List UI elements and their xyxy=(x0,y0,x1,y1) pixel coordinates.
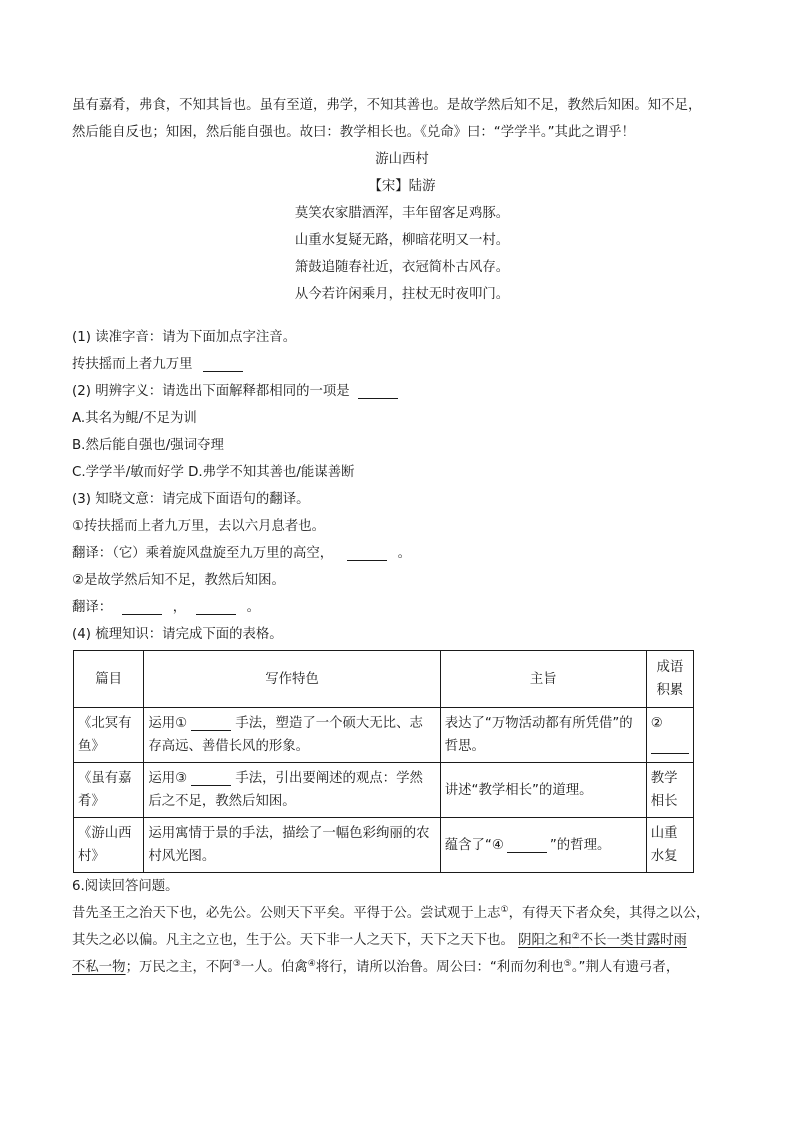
answer-blank[interactable] xyxy=(347,544,387,561)
translation-suffix: 。 xyxy=(397,546,412,561)
passage-line: 然后能自反也；知困，然后能自强也。故曰：教学相长也。《兑命》曰：“学学半。”其此之谓乎！ xyxy=(72,125,635,140)
cell-title: 《北冥有鱼》 xyxy=(74,708,144,763)
answer-blank[interactable] xyxy=(196,598,236,615)
translation-separator: ， xyxy=(172,600,187,615)
cell-text: ”的哲理。 xyxy=(549,837,611,853)
table-header-row xyxy=(74,651,694,708)
passage-line: 虽有嘉肴，弗食，不知其旨也。虽有至道，弗学，不知其善也。是故学然后知不足，教然后知困。知不足， xyxy=(72,98,702,113)
question-2-title: (2) 明辨字义：请选出下面解释都相同的一项是 xyxy=(72,384,350,399)
document-page xyxy=(72,92,732,981)
passage-text: 不长一类甘露时雨 xyxy=(579,933,687,948)
translation-prefix: 翻译：（它）乘着旋风盘旋至九万里的高空， xyxy=(72,546,334,561)
underlined-text: 不私一物 xyxy=(72,960,126,975)
passage-line xyxy=(72,927,732,954)
footnote-marker: ② xyxy=(571,932,580,942)
footnote-marker: ① xyxy=(500,905,509,915)
cell-idiom: 山重水复 xyxy=(646,818,693,873)
header-cell: 篇目 xyxy=(74,651,144,708)
question-4-title: (4) 梳理知识：请完成下面的表格。 xyxy=(72,627,283,642)
cell-idiom xyxy=(646,708,693,763)
cell-title: 《游山西村》 xyxy=(74,818,144,873)
poem-author: 【宋】陆游 xyxy=(368,179,436,194)
passage-text: ；万民之主，不阿 xyxy=(125,960,233,975)
translation-suffix: 。 xyxy=(246,600,261,615)
answer-blank[interactable] xyxy=(191,714,231,731)
passage-text: 其失之必以偏。凡主之立也，生于公。天下非一人之天下，天下之天下也。 xyxy=(72,933,514,948)
question-1-text: 抟扶摇而上者九万里 xyxy=(72,357,193,372)
cell-theme xyxy=(440,818,646,873)
poem-line: 从今若许闲乘月，拄杖无时夜叩门。 xyxy=(294,287,510,302)
cell-feature xyxy=(144,763,440,818)
answer-blank[interactable] xyxy=(122,598,162,615)
question-3-translation-1 xyxy=(72,540,732,567)
footnote-marker: ④ xyxy=(307,959,316,969)
question-1-title: (1) 读准字音：请为下面加点字注音。 xyxy=(72,330,297,345)
cell-theme: 表达了“万物活动都有所凭借”的哲思。 xyxy=(440,708,646,763)
cell-text: 运用① xyxy=(148,716,188,731)
passage-text: 将行，请所以治鲁。周公曰：“利而勿利也 xyxy=(315,960,564,975)
passage-text: 。”荆人有遗弓者， xyxy=(571,960,680,975)
header-cell: 写作特色 xyxy=(144,651,440,708)
table-row xyxy=(74,763,694,818)
cell-text: 运用③ xyxy=(148,771,188,786)
cell-text: ② xyxy=(650,716,663,731)
cell-idiom: 教学相长 xyxy=(646,763,693,818)
question-3-sentence-1: ①抟扶摇而上者九万里，去以六月息者也。 xyxy=(72,519,326,534)
passage-text: 昔先圣王之治天下也，必先公。公则天下平矣。平得于公。尝试观于上志 xyxy=(72,906,501,921)
spacer xyxy=(72,308,732,324)
answer-blank[interactable] xyxy=(203,355,243,372)
passage-text: 一人。伯禽 xyxy=(240,960,308,975)
cell-text: 手法，引出要阐述的观点：学然后之不足，教然后知困。 xyxy=(148,771,423,809)
answer-blank[interactable] xyxy=(651,737,689,754)
answer-blank[interactable] xyxy=(358,382,398,399)
header-cell: 主旨 xyxy=(440,651,646,708)
answer-blank[interactable] xyxy=(507,836,547,853)
cell-text: 手法，塑造了一个硕大无比、志存高远、善借长风的形象。 xyxy=(148,716,423,754)
passage-line xyxy=(72,900,732,927)
option-a: A.其名为鲲/不足为训 xyxy=(72,411,197,426)
passage-line xyxy=(72,954,732,981)
footnote-marker: ③ xyxy=(232,959,241,969)
question-3-title: (3) 知晓文意：请完成下面语句的翻译。 xyxy=(72,492,310,507)
header-cell: 成语积累 xyxy=(646,651,693,708)
question-2-line xyxy=(72,378,732,405)
cell-feature: 运用寓情于景的手法，描绘了一幅色彩绚丽的农村风光图。 xyxy=(144,818,440,873)
poem-line: 山重水复疑无路，柳暗花明又一村。 xyxy=(294,233,510,248)
option-b: B.然后能自强也/强词夺理 xyxy=(72,438,224,453)
translation-prefix: 翻译： xyxy=(72,600,113,615)
cell-text: 蕴含了“④ xyxy=(444,837,504,853)
passage-text: ，有得天下者众矣，其得之以公， xyxy=(508,906,710,921)
table-row xyxy=(74,818,694,873)
passage-text: 阴阳之和 xyxy=(518,933,572,948)
answer-blank[interactable] xyxy=(191,769,231,786)
underlined-text xyxy=(518,933,687,948)
footnote-marker: ⑤ xyxy=(563,959,572,969)
knowledge-table xyxy=(73,650,694,873)
question-3-sentence-2: ②是故学然后知不足，教然后知困。 xyxy=(72,573,285,588)
poem-line: 箫鼓追随春社近，衣冠简朴古风存。 xyxy=(294,260,510,275)
cell-title: 《虽有嘉肴》 xyxy=(74,763,144,818)
question-1-line xyxy=(72,351,732,378)
table-row xyxy=(74,708,694,763)
cell-feature xyxy=(144,708,440,763)
poem-line: 莫笑农家腊酒浑，丰年留客足鸡豚。 xyxy=(294,206,510,221)
section-6-title: 6.阅读回答问题。 xyxy=(72,879,179,894)
option-cd: C.学学半/敏而好学 D.弗学不知其善也/能谋善断 xyxy=(72,465,355,480)
poem-title: 游山西村 xyxy=(375,152,429,167)
cell-theme: 讲述“教学相长”的道理。 xyxy=(440,763,646,818)
question-3-translation-2 xyxy=(72,594,732,621)
